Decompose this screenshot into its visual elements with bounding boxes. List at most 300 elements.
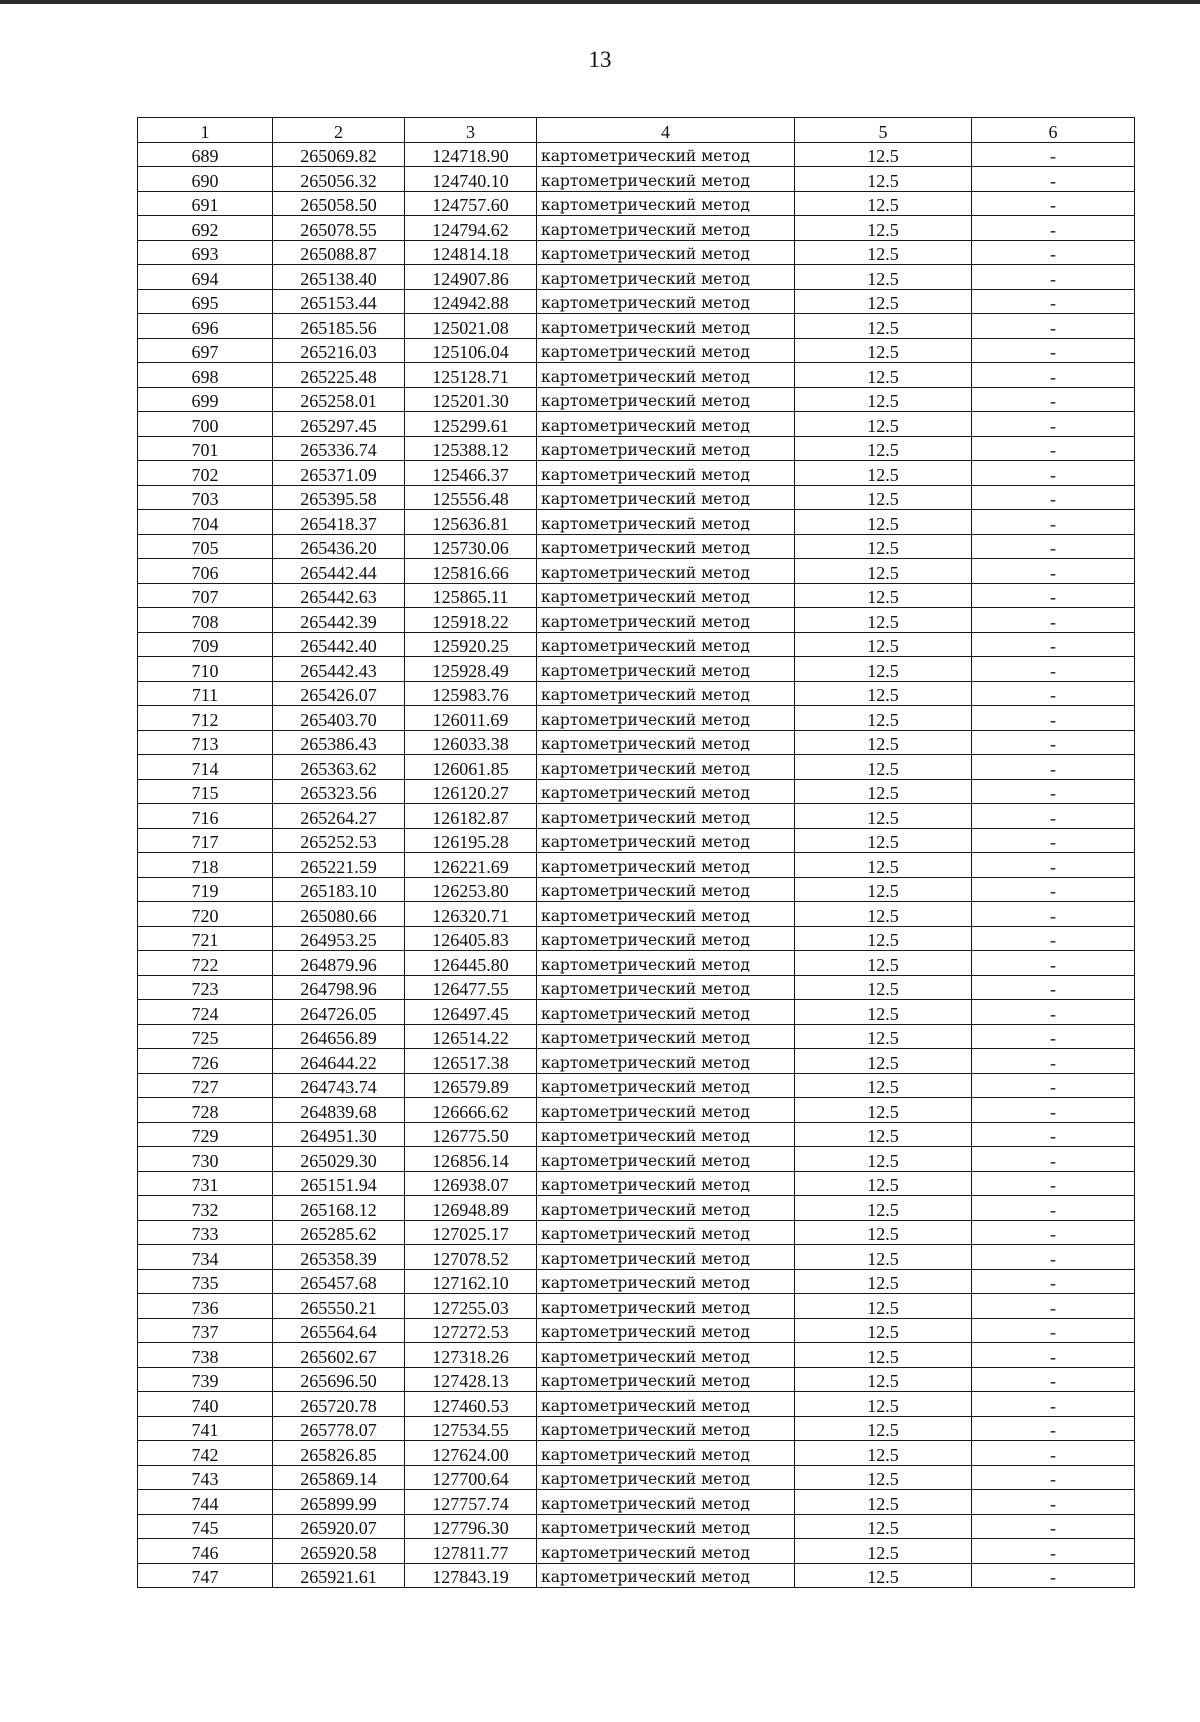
table-row	[138, 1098, 1135, 1123]
y-coordinate-cell: 124814.18	[405, 240, 537, 265]
method-cell: картометрический метод	[537, 1441, 795, 1466]
table-row	[138, 167, 1135, 192]
table-header-row	[138, 118, 1135, 143]
note-cell: -	[972, 1343, 1135, 1368]
x-coordinate-cell: 264839.68	[273, 1098, 405, 1123]
method-cell: картометрический метод	[537, 338, 795, 363]
method-cell: картометрический метод	[537, 828, 795, 853]
point-number-cell: 709	[138, 632, 273, 657]
note-cell: -	[972, 657, 1135, 682]
accuracy-cell: 12.5	[795, 1465, 972, 1490]
header-cell-5: 5	[795, 118, 972, 143]
table-row	[138, 706, 1135, 731]
y-coordinate-cell: 126195.28	[405, 828, 537, 853]
note-cell: -	[972, 902, 1135, 927]
note-cell: -	[972, 681, 1135, 706]
method-cell: картометрический метод	[537, 412, 795, 437]
table-row	[138, 265, 1135, 290]
accuracy-cell: 12.5	[795, 632, 972, 657]
y-coordinate-cell: 125201.30	[405, 387, 537, 412]
x-coordinate-cell: 265869.14	[273, 1465, 405, 1490]
y-coordinate-cell: 127272.53	[405, 1318, 537, 1343]
accuracy-cell: 12.5	[795, 681, 972, 706]
method-cell: картометрический метод	[537, 1318, 795, 1343]
table-row	[138, 853, 1135, 878]
method-cell: картометрический метод	[537, 608, 795, 633]
y-coordinate-cell: 127428.13	[405, 1367, 537, 1392]
point-number-cell: 700	[138, 412, 273, 437]
table-row	[138, 730, 1135, 755]
accuracy-cell: 12.5	[795, 1220, 972, 1245]
point-number-cell: 708	[138, 608, 273, 633]
table-row	[138, 1514, 1135, 1539]
y-coordinate-cell: 125865.11	[405, 583, 537, 608]
y-coordinate-cell: 127700.64	[405, 1465, 537, 1490]
x-coordinate-cell: 265297.45	[273, 412, 405, 437]
table-row	[138, 1245, 1135, 1270]
note-cell: -	[972, 1000, 1135, 1025]
accuracy-cell: 12.5	[795, 1441, 972, 1466]
point-number-cell: 713	[138, 730, 273, 755]
accuracy-cell: 12.5	[795, 657, 972, 682]
accuracy-cell: 12.5	[795, 1392, 972, 1417]
point-number-cell: 728	[138, 1098, 273, 1123]
point-number-cell: 705	[138, 534, 273, 559]
method-cell: картометрический метод	[537, 240, 795, 265]
table-row	[138, 1196, 1135, 1221]
method-cell: картометрический метод	[537, 216, 795, 241]
x-coordinate-cell: 265442.44	[273, 559, 405, 584]
method-cell: картометрический метод	[537, 1563, 795, 1588]
y-coordinate-cell: 126011.69	[405, 706, 537, 731]
y-coordinate-cell: 125466.37	[405, 461, 537, 486]
y-coordinate-cell: 127843.19	[405, 1563, 537, 1588]
x-coordinate-cell: 265056.32	[273, 167, 405, 192]
accuracy-cell: 12.5	[795, 828, 972, 853]
note-cell: -	[972, 877, 1135, 902]
point-number-cell: 706	[138, 559, 273, 584]
point-number-cell: 704	[138, 510, 273, 535]
y-coordinate-cell: 126948.89	[405, 1196, 537, 1221]
y-coordinate-cell: 125106.04	[405, 338, 537, 363]
note-cell: -	[972, 583, 1135, 608]
y-coordinate-cell: 127162.10	[405, 1269, 537, 1294]
method-cell: картометрический метод	[537, 730, 795, 755]
method-cell: картометрический метод	[537, 167, 795, 192]
method-cell: картометрический метод	[537, 975, 795, 1000]
table-row	[138, 338, 1135, 363]
note-cell: -	[972, 1539, 1135, 1564]
table-row	[138, 755, 1135, 780]
y-coordinate-cell: 126856.14	[405, 1147, 537, 1172]
note-cell: -	[972, 828, 1135, 853]
note-cell: -	[972, 1392, 1135, 1417]
accuracy-cell: 12.5	[795, 1122, 972, 1147]
table-row	[138, 559, 1135, 584]
point-number-cell: 735	[138, 1269, 273, 1294]
y-coordinate-cell: 124942.88	[405, 289, 537, 314]
table-row	[138, 1416, 1135, 1441]
table-row	[138, 387, 1135, 412]
note-cell: -	[972, 191, 1135, 216]
method-cell: картометрический метод	[537, 877, 795, 902]
note-cell: -	[972, 755, 1135, 780]
accuracy-cell: 12.5	[795, 1171, 972, 1196]
y-coordinate-cell: 125299.61	[405, 412, 537, 437]
note-cell: -	[972, 314, 1135, 339]
note-cell: -	[972, 412, 1135, 437]
y-coordinate-cell: 125928.49	[405, 657, 537, 682]
x-coordinate-cell: 265088.87	[273, 240, 405, 265]
x-coordinate-cell: 265168.12	[273, 1196, 405, 1221]
table-row	[138, 1269, 1135, 1294]
table-row	[138, 1024, 1135, 1049]
table-row	[138, 583, 1135, 608]
y-coordinate-cell: 126061.85	[405, 755, 537, 780]
method-cell: картометрический метод	[537, 265, 795, 290]
point-number-cell: 723	[138, 975, 273, 1000]
accuracy-cell: 12.5	[795, 583, 972, 608]
point-number-cell: 695	[138, 289, 273, 314]
method-cell: картометрический метод	[537, 314, 795, 339]
x-coordinate-cell: 264951.30	[273, 1122, 405, 1147]
header-cell-6: 6	[972, 118, 1135, 143]
accuracy-cell: 12.5	[795, 559, 972, 584]
y-coordinate-cell: 126221.69	[405, 853, 537, 878]
accuracy-cell: 12.5	[795, 436, 972, 461]
table-row	[138, 1294, 1135, 1319]
accuracy-cell: 12.5	[795, 265, 972, 290]
header-cell-4: 4	[537, 118, 795, 143]
note-cell: -	[972, 1563, 1135, 1588]
x-coordinate-cell: 264743.74	[273, 1073, 405, 1098]
note-cell: -	[972, 1514, 1135, 1539]
accuracy-cell: 12.5	[795, 1416, 972, 1441]
accuracy-cell: 12.5	[795, 1098, 972, 1123]
note-cell: -	[972, 216, 1135, 241]
accuracy-cell: 12.5	[795, 755, 972, 780]
table-row	[138, 1000, 1135, 1025]
accuracy-cell: 12.5	[795, 877, 972, 902]
point-number-cell: 717	[138, 828, 273, 853]
y-coordinate-cell: 125918.22	[405, 608, 537, 633]
accuracy-cell: 12.5	[795, 730, 972, 755]
x-coordinate-cell: 265258.01	[273, 387, 405, 412]
accuracy-cell: 12.5	[795, 338, 972, 363]
y-coordinate-cell: 126514.22	[405, 1024, 537, 1049]
table-row	[138, 363, 1135, 388]
table-row	[138, 608, 1135, 633]
point-number-cell: 691	[138, 191, 273, 216]
method-cell: картометрический метод	[537, 853, 795, 878]
y-coordinate-cell: 126405.83	[405, 926, 537, 951]
note-cell: -	[972, 1367, 1135, 1392]
note-cell: -	[972, 706, 1135, 731]
note-cell: -	[972, 1441, 1135, 1466]
y-coordinate-cell: 127078.52	[405, 1245, 537, 1270]
method-cell: картометрический метод	[537, 1416, 795, 1441]
point-number-cell: 711	[138, 681, 273, 706]
accuracy-cell: 12.5	[795, 216, 972, 241]
method-cell: картометрический метод	[537, 1367, 795, 1392]
note-cell: -	[972, 853, 1135, 878]
note-cell: -	[972, 461, 1135, 486]
table-row	[138, 289, 1135, 314]
note-cell: -	[972, 1245, 1135, 1270]
note-cell: -	[972, 975, 1135, 1000]
accuracy-cell: 12.5	[795, 461, 972, 486]
y-coordinate-cell: 126320.71	[405, 902, 537, 927]
note-cell: -	[972, 510, 1135, 535]
table-row	[138, 1073, 1135, 1098]
x-coordinate-cell: 265826.85	[273, 1441, 405, 1466]
table-row	[138, 657, 1135, 682]
table-row	[138, 804, 1135, 829]
x-coordinate-cell: 265386.43	[273, 730, 405, 755]
note-cell: -	[972, 1073, 1135, 1098]
accuracy-cell: 12.5	[795, 1490, 972, 1515]
note-cell: -	[972, 142, 1135, 167]
x-coordinate-cell: 265285.62	[273, 1220, 405, 1245]
accuracy-cell: 12.5	[795, 1294, 972, 1319]
table-row	[138, 1049, 1135, 1074]
x-coordinate-cell: 265778.07	[273, 1416, 405, 1441]
method-cell: картометрический метод	[537, 1539, 795, 1564]
accuracy-cell: 12.5	[795, 608, 972, 633]
point-number-cell: 699	[138, 387, 273, 412]
scan-top-edge	[0, 0, 1200, 4]
x-coordinate-cell: 265151.94	[273, 1171, 405, 1196]
point-number-cell: 747	[138, 1563, 273, 1588]
method-cell: картометрический метод	[537, 1049, 795, 1074]
table-row	[138, 926, 1135, 951]
y-coordinate-cell: 125920.25	[405, 632, 537, 657]
table-row	[138, 191, 1135, 216]
note-cell: -	[972, 1171, 1135, 1196]
point-number-cell: 721	[138, 926, 273, 951]
accuracy-cell: 12.5	[795, 706, 972, 731]
x-coordinate-cell: 265457.68	[273, 1269, 405, 1294]
x-coordinate-cell: 265899.99	[273, 1490, 405, 1515]
note-cell: -	[972, 534, 1135, 559]
method-cell: картометрический метод	[537, 1147, 795, 1172]
point-number-cell: 696	[138, 314, 273, 339]
note-cell: -	[972, 926, 1135, 951]
note-cell: -	[972, 730, 1135, 755]
point-number-cell: 722	[138, 951, 273, 976]
method-cell: картометрический метод	[537, 632, 795, 657]
point-number-cell: 714	[138, 755, 273, 780]
method-cell: картометрический метод	[537, 1122, 795, 1147]
accuracy-cell: 12.5	[795, 412, 972, 437]
y-coordinate-cell: 126445.80	[405, 951, 537, 976]
point-number-cell: 725	[138, 1024, 273, 1049]
point-number-cell: 738	[138, 1343, 273, 1368]
point-number-cell: 741	[138, 1416, 273, 1441]
y-coordinate-cell: 127255.03	[405, 1294, 537, 1319]
table-row	[138, 436, 1135, 461]
point-number-cell: 701	[138, 436, 273, 461]
table-row	[138, 828, 1135, 853]
x-coordinate-cell: 265442.43	[273, 657, 405, 682]
method-cell: картометрический метод	[537, 926, 795, 951]
accuracy-cell: 12.5	[795, 951, 972, 976]
note-cell: -	[972, 289, 1135, 314]
point-number-cell: 692	[138, 216, 273, 241]
accuracy-cell: 12.5	[795, 510, 972, 535]
y-coordinate-cell: 126517.38	[405, 1049, 537, 1074]
x-coordinate-cell: 265183.10	[273, 877, 405, 902]
y-coordinate-cell: 126182.87	[405, 804, 537, 829]
method-cell: картометрический метод	[537, 583, 795, 608]
point-number-cell: 745	[138, 1514, 273, 1539]
y-coordinate-cell: 126033.38	[405, 730, 537, 755]
y-coordinate-cell: 126253.80	[405, 877, 537, 902]
table-row	[138, 1147, 1135, 1172]
y-coordinate-cell: 125021.08	[405, 314, 537, 339]
point-number-cell: 734	[138, 1245, 273, 1270]
x-coordinate-cell: 265371.09	[273, 461, 405, 486]
accuracy-cell: 12.5	[795, 1049, 972, 1074]
y-coordinate-cell: 125636.81	[405, 510, 537, 535]
x-coordinate-cell: 264656.89	[273, 1024, 405, 1049]
accuracy-cell: 12.5	[795, 926, 972, 951]
method-cell: картометрический метод	[537, 461, 795, 486]
header-cell-3: 3	[405, 118, 537, 143]
note-cell: -	[972, 1049, 1135, 1074]
y-coordinate-cell: 126120.27	[405, 779, 537, 804]
table-row	[138, 1220, 1135, 1245]
method-cell: картометрический метод	[537, 657, 795, 682]
point-number-cell: 715	[138, 779, 273, 804]
point-number-cell: 693	[138, 240, 273, 265]
x-coordinate-cell: 265442.40	[273, 632, 405, 657]
x-coordinate-cell: 265264.27	[273, 804, 405, 829]
accuracy-cell: 12.5	[795, 387, 972, 412]
point-number-cell: 694	[138, 265, 273, 290]
table-row	[138, 1343, 1135, 1368]
method-cell: картометрический метод	[537, 804, 795, 829]
accuracy-cell: 12.5	[795, 1147, 972, 1172]
accuracy-cell: 12.5	[795, 363, 972, 388]
note-cell: -	[972, 1269, 1135, 1294]
x-coordinate-cell: 264879.96	[273, 951, 405, 976]
method-cell: картометрический метод	[537, 1000, 795, 1025]
point-number-cell: 716	[138, 804, 273, 829]
x-coordinate-cell: 265920.07	[273, 1514, 405, 1539]
accuracy-cell: 12.5	[795, 485, 972, 510]
method-cell: картометрический метод	[537, 1465, 795, 1490]
point-number-cell: 697	[138, 338, 273, 363]
y-coordinate-cell: 124794.62	[405, 216, 537, 241]
point-number-cell: 710	[138, 657, 273, 682]
accuracy-cell: 12.5	[795, 779, 972, 804]
method-cell: картометрический метод	[537, 951, 795, 976]
note-cell: -	[972, 1147, 1135, 1172]
accuracy-cell: 12.5	[795, 1024, 972, 1049]
x-coordinate-cell: 265442.63	[273, 583, 405, 608]
x-coordinate-cell: 265564.64	[273, 1318, 405, 1343]
note-cell: -	[972, 1490, 1135, 1515]
table-row	[138, 1490, 1135, 1515]
y-coordinate-cell: 125730.06	[405, 534, 537, 559]
method-cell: картометрический метод	[537, 142, 795, 167]
point-number-cell: 724	[138, 1000, 273, 1025]
x-coordinate-cell: 265252.53	[273, 828, 405, 853]
note-cell: -	[972, 608, 1135, 633]
method-cell: картометрический метод	[537, 1490, 795, 1515]
table-row	[138, 461, 1135, 486]
y-coordinate-cell: 126666.62	[405, 1098, 537, 1123]
point-number-cell: 702	[138, 461, 273, 486]
table-row	[138, 534, 1135, 559]
method-cell: картометрический метод	[537, 1392, 795, 1417]
table-row	[138, 902, 1135, 927]
accuracy-cell: 12.5	[795, 240, 972, 265]
table-row	[138, 485, 1135, 510]
point-number-cell: 746	[138, 1539, 273, 1564]
table-row	[138, 1441, 1135, 1466]
point-number-cell: 698	[138, 363, 273, 388]
point-number-cell: 726	[138, 1049, 273, 1074]
point-number-cell: 737	[138, 1318, 273, 1343]
x-coordinate-cell: 265336.74	[273, 436, 405, 461]
point-number-cell: 736	[138, 1294, 273, 1319]
x-coordinate-cell: 265720.78	[273, 1392, 405, 1417]
method-cell: картометрический метод	[537, 1073, 795, 1098]
y-coordinate-cell: 127624.00	[405, 1441, 537, 1466]
point-number-cell: 727	[138, 1073, 273, 1098]
point-number-cell: 719	[138, 877, 273, 902]
method-cell: картометрический метод	[537, 534, 795, 559]
method-cell: картометрический метод	[537, 779, 795, 804]
method-cell: картометрический метод	[537, 363, 795, 388]
accuracy-cell: 12.5	[795, 534, 972, 559]
y-coordinate-cell: 127534.55	[405, 1416, 537, 1441]
accuracy-cell: 12.5	[795, 804, 972, 829]
note-cell: -	[972, 1024, 1135, 1049]
method-cell: картометрический метод	[537, 1245, 795, 1270]
table-row	[138, 1122, 1135, 1147]
x-coordinate-cell: 265225.48	[273, 363, 405, 388]
y-coordinate-cell: 124757.60	[405, 191, 537, 216]
accuracy-cell: 12.5	[795, 1269, 972, 1294]
accuracy-cell: 12.5	[795, 1563, 972, 1588]
y-coordinate-cell: 126477.55	[405, 975, 537, 1000]
x-coordinate-cell: 265138.40	[273, 265, 405, 290]
y-coordinate-cell: 126497.45	[405, 1000, 537, 1025]
x-coordinate-cell: 265216.03	[273, 338, 405, 363]
accuracy-cell: 12.5	[795, 1073, 972, 1098]
method-cell: картометрический метод	[537, 1269, 795, 1294]
point-number-cell: 744	[138, 1490, 273, 1515]
method-cell: картометрический метод	[537, 387, 795, 412]
y-coordinate-cell: 124740.10	[405, 167, 537, 192]
table-row	[138, 681, 1135, 706]
page-number: 13	[588, 47, 612, 72]
table-row	[138, 1563, 1135, 1588]
table-row	[138, 412, 1135, 437]
x-coordinate-cell: 265058.50	[273, 191, 405, 216]
x-coordinate-cell: 264953.25	[273, 926, 405, 951]
accuracy-cell: 12.5	[795, 314, 972, 339]
method-cell: картометрический метод	[537, 681, 795, 706]
x-coordinate-cell: 265920.58	[273, 1539, 405, 1564]
point-number-cell: 690	[138, 167, 273, 192]
method-cell: картометрический метод	[537, 706, 795, 731]
table-row	[138, 1171, 1135, 1196]
point-number-cell: 730	[138, 1147, 273, 1172]
